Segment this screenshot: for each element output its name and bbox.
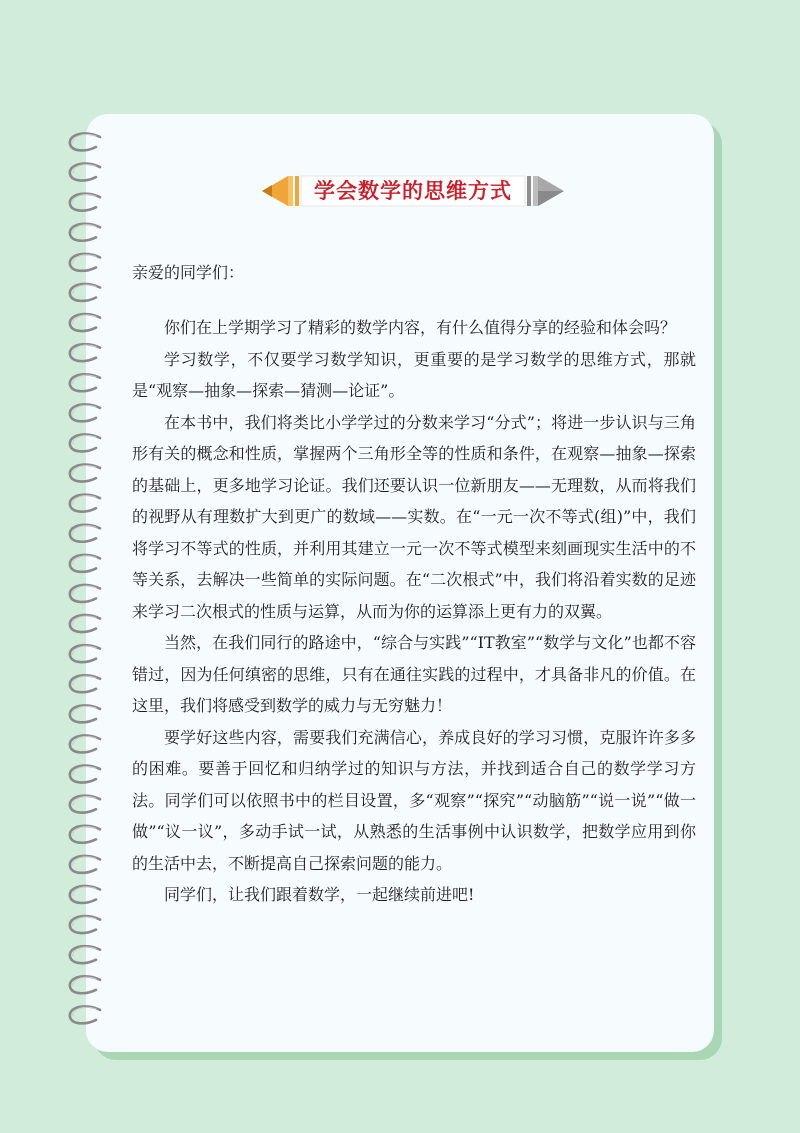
spiral-ring (70, 585, 100, 602)
spiral-ring (70, 1006, 100, 1023)
spiral-ring (70, 826, 100, 843)
spiral-ring (70, 946, 100, 963)
spiral-ring (70, 916, 100, 933)
spiral-ring (70, 525, 100, 542)
spiral-ring (70, 495, 100, 512)
title-banner (262, 172, 564, 210)
spiral-ring (70, 344, 100, 361)
spiral-binding (56, 128, 126, 1028)
spiral-ring (70, 133, 100, 150)
spiral-ring (70, 164, 100, 181)
spiral-ring (70, 796, 100, 813)
spiral-ring (70, 224, 100, 241)
spiral-ring (70, 555, 100, 572)
spiral-ring (70, 976, 100, 993)
paragraph: 当然，在我们同行的路途中，“综合与实践”“IT教室”“数学与文化”也都不容错过，因为任何缜密的思维，只有在通往实践的过程中，才具备非凡的价值。在这里，我们将感受到数学的威力与无穷魅力！ (132, 633, 696, 715)
spiral-ring (70, 856, 100, 873)
spiral-ring (70, 645, 100, 662)
spiral-ring (70, 374, 100, 391)
spiral-ring (70, 404, 100, 421)
paragraph: 学习数学，不仅要学习数学知识，更重要的是学习数学的思维方式，那就是“观察—抽象—探索—猜测—论证”。 (132, 349, 696, 400)
spiral-ring (70, 675, 100, 692)
spiral-ring (70, 434, 100, 451)
spiral-ring (70, 705, 100, 722)
spiral-ring (70, 284, 100, 301)
spiral-ring (70, 254, 100, 271)
spiral-ring (70, 194, 100, 211)
letter-body (132, 312, 696, 911)
paragraph: 在本书中，我们将类比小学学过的分数来学习“分式”；将进一步认识与三角形有关的概念和性质，掌握两个三角形全等的性质和条件，在观察—抽象—探索的基础上，更多地学习论证。我们还要认识一位新朋友——无理数，从而将我们的视野从有理数扩大到更广的数域——实数。在“一元一次不等式(组)”中，我们将学习不等式的性质，并利用其建立一元一次不等式模型来刻画现实生活中的不等关系，去解决一些简单的实际问题。在“二次根式”中，我们将沿着实数的足迹来学习二次根式的性质与运算，从而为你的运算添上更有力的双翼。 (132, 412, 696, 621)
paragraph: 你们在上学期学习了精彩的数学内容，有什么值得分享的经验和体会吗？ (164, 318, 677, 337)
spiral-ring (70, 615, 100, 632)
paragraph: 同学们，让我们跟着数学，一起继续前进吧! (164, 885, 475, 904)
spiral-ring (70, 886, 100, 903)
paragraph: 要学好这些内容，需要我们充满信心，养成良好的学习习惯，克服许许多多的困难。要善于回忆和归纳学过的知识与方法，并找到适合自己的数学学习方法。同学们可以依照书中的栏目设置，多“观察”“探究”“动脑筋”“说一说”“做一做”“议一议”，多动手试一试，从熟悉的生活事例中认识数学，把数学应用到你的生活中去，不断提高自己探索问题的能力。 (132, 727, 696, 873)
spiral-ring (70, 735, 100, 752)
spiral-ring (70, 314, 100, 331)
spiral-ring (70, 766, 100, 783)
spiral-ring (70, 465, 100, 482)
page-title: 学会数学的思维方式 (314, 178, 512, 203)
salutation: 亲爱的同学们： (132, 263, 245, 282)
